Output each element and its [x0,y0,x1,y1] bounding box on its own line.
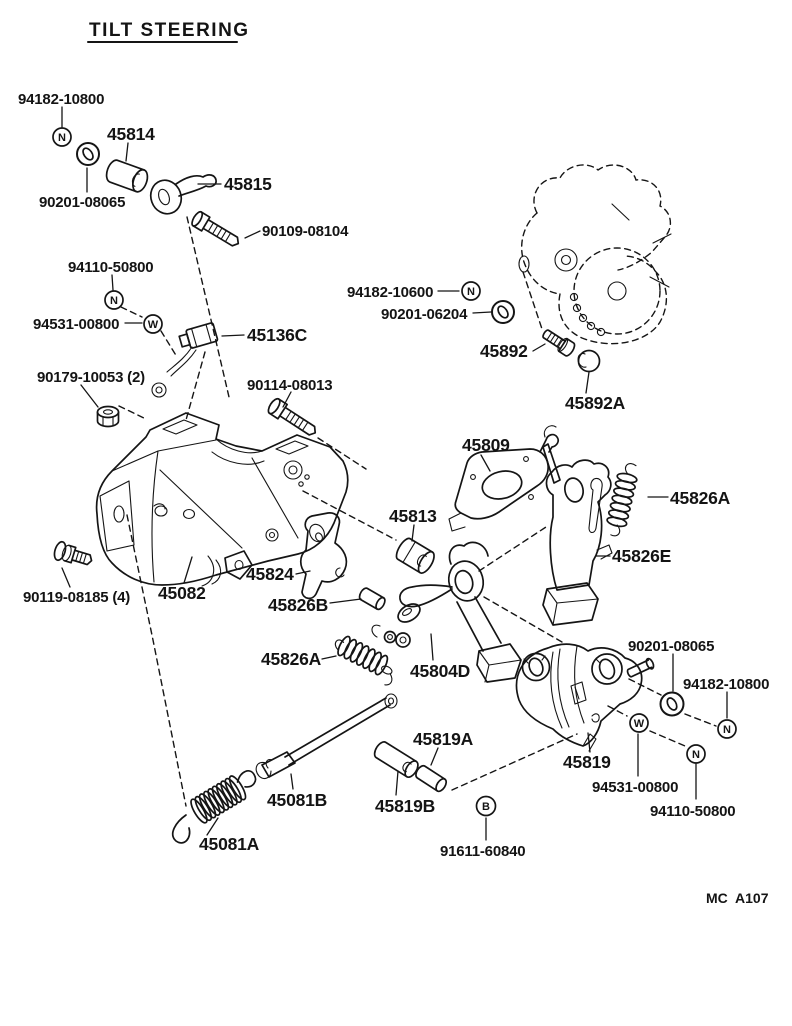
label-94182-10800-bottom: 94182-10800 [683,676,770,693]
label-94182-10600: 94182-10600 [347,284,434,301]
label-45824: 45824 [246,564,294,584]
part-90109-bolt [190,210,242,250]
part-45819a-collar [414,764,448,793]
label-94182-10800-top: 94182-10800 [18,91,105,108]
bolt-marker-bottom [477,797,496,816]
label-45082: 45082 [158,583,206,603]
washer-icon-mid-right [492,301,514,323]
nut-marker-bottom-right [718,720,736,738]
part-45826b-pin [358,587,387,611]
nut-marker-top-left [53,128,71,146]
steering-column-phantom-assembly [519,165,670,344]
label-94110-50800-left: 94110-50800 [68,259,154,276]
part-45814-bushing [104,158,150,194]
part-45081b-rod [256,694,397,778]
part-45892-bolt [540,327,576,358]
washer-icon-top-left [77,143,99,165]
marker-letter-n: N [723,724,731,736]
label-90201-08065-bottom: 90201-08065 [628,638,715,655]
marker-letter-w: W [147,319,159,331]
part-45082-bracket [97,413,348,586]
washer-icon-bottom [661,693,684,716]
nut-marker-bottom-mid [687,745,705,763]
marker-letter-n: N [467,286,475,298]
drawing-code: MC A107 [706,890,769,906]
marker-letter-n: N [110,295,118,307]
part-45824-bracket [301,513,347,598]
nut-marker-mid-right [462,282,480,300]
label-45804d: 45804D [410,661,471,681]
phantom-corner-marks [612,204,671,287]
label-90119-08185: 90119-08185 (4) [23,589,131,606]
part-45815-lever [146,175,216,218]
label-45814: 45814 [107,124,155,144]
marker-letter-n: N [692,749,700,761]
label-94531-00800-left: 94531-00800 [33,316,120,333]
part-90179-nut [98,407,119,427]
label-90109-08104: 90109-08104 [262,223,349,240]
label-45826a-left: 45826A [261,649,322,669]
page-title: TILT STEERING [89,20,250,41]
part-45892a-plug [578,351,599,372]
label-45826b: 45826B [268,595,329,615]
washer-marker-bottom [630,714,648,732]
label-90114-08013: 90114-08013 [247,377,333,394]
label-45819b: 45819B [375,796,436,816]
marker-letter-w: W [633,718,645,730]
label-45819a: 45819A [413,729,474,749]
label-45081b: 45081B [267,790,328,810]
label-45809: 45809 [462,435,510,455]
label-45819: 45819 [563,752,611,772]
washer-marker-left [144,315,162,333]
part-45826e-lever [543,460,612,625]
label-94531-00800-bottom: 94531-00800 [592,779,679,796]
gear-teeth [570,293,604,335]
part-90119-bolt [52,540,94,569]
label-45826e: 45826E [612,546,672,566]
part-45813-bushing [394,536,438,575]
title-block [88,20,250,42]
marker-letter-b: B [482,801,490,813]
label-45136c: 45136C [247,325,308,345]
part-45826a-spring-left [329,633,401,687]
label-45815: 45815 [224,174,272,194]
label-91611-60840: 91611-60840 [440,843,526,860]
label-90201-08065-top: 90201-08065 [39,194,126,211]
marker-letter-n: N [58,132,66,144]
label-45081a: 45081A [199,834,260,854]
label-90201-06204: 90201-06204 [381,306,468,323]
part-90114-bolt [266,397,320,440]
label-90179-10053: 90179-10053 (2) [37,369,145,386]
nut-marker-left [105,291,123,309]
label-45813: 45813 [389,506,437,526]
label-45826a-right: 45826A [670,488,731,508]
label-94110-50800-bottom: 94110-50800 [650,803,736,820]
label-45892a: 45892A [565,393,626,413]
label-45892: 45892 [480,341,528,361]
part-45819-bracket [517,644,655,751]
